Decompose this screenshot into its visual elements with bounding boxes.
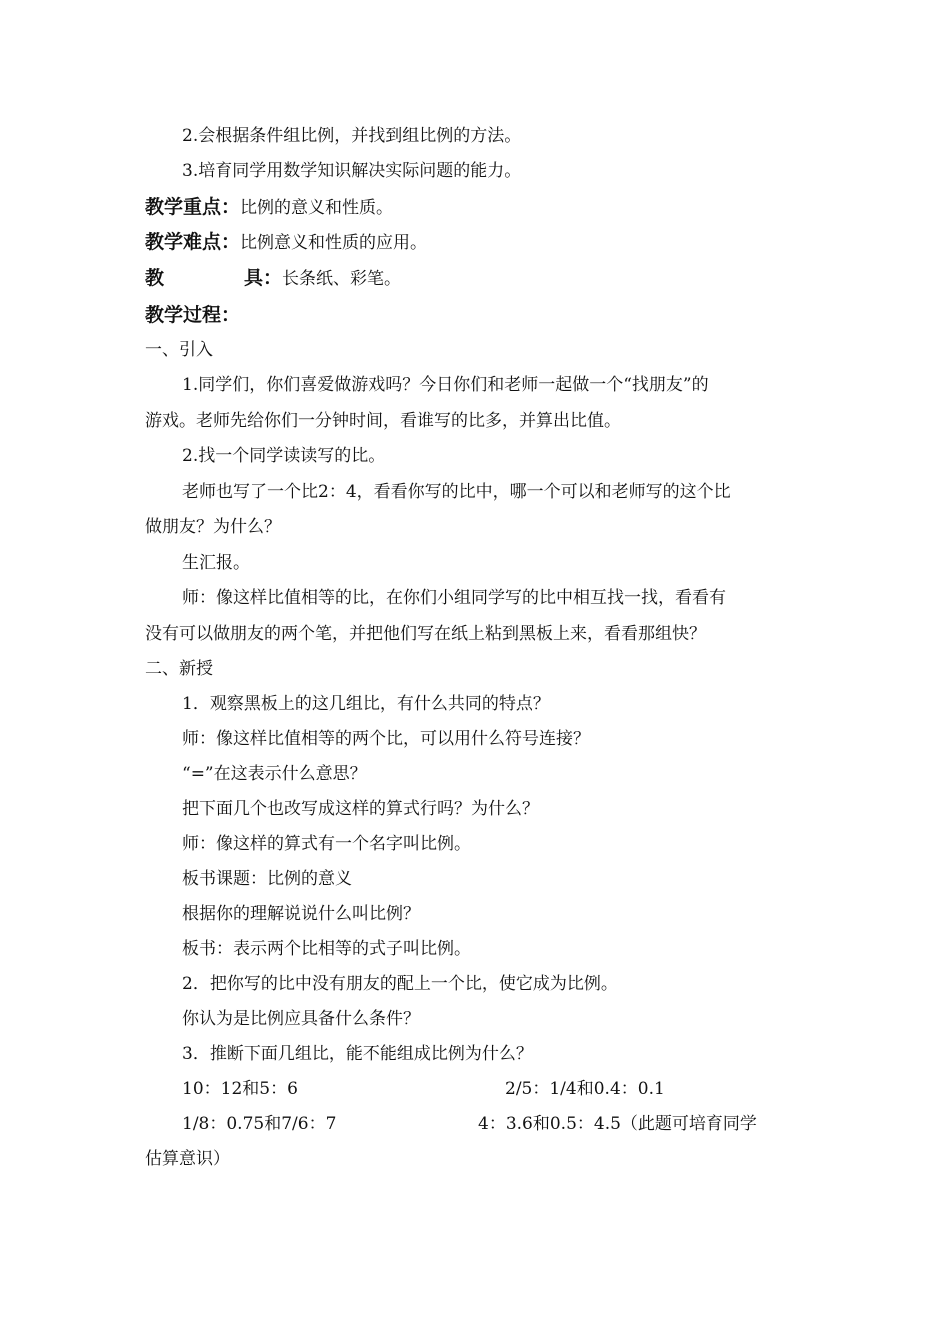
s1-p2: 2.找一个同学读读写的比。: [182, 446, 386, 466]
s1-p1-line1: 1.同学们，你们喜爱做游戏吗？今日你们和老师一起做一个“找朋友”的: [182, 375, 709, 395]
key-point-label: 教学重点：: [145, 196, 241, 218]
difficulty-label: 教学难点：: [145, 231, 241, 253]
s1-p3-line2: 做朋友？为什么？: [145, 517, 281, 537]
s1-p4: 生汇报。: [182, 553, 250, 573]
s2-l8: 板书：表示两个比相等的式子叫比例。: [182, 939, 471, 959]
s2-l5: 师：像这样的算式有一个名字叫比例。: [182, 834, 471, 854]
section2-heading: 二、新授: [145, 659, 213, 679]
tools-label-b: 具：: [244, 267, 283, 289]
key-point-text: 比例的意义和性质。: [240, 198, 394, 218]
tools-label-a: 教: [145, 267, 165, 289]
tools-rest: [244, 266, 401, 291]
ratio-pair-1b: 2/5：1/4和0.4：0.1: [505, 1079, 665, 1099]
s2-l4: 把下面几个也改写成这样的算式行吗？为什么？: [182, 799, 539, 819]
s2-l10: 你认为是比例应具备什么条件？: [182, 1009, 420, 1029]
ratio-pair-2a: 1/8：0.75和7/6：7: [182, 1114, 337, 1134]
ratio-pair-1a: 10：12和5：6: [182, 1079, 298, 1099]
key-point: [145, 195, 393, 220]
s1-p3-line1: 老师也写了一个比2：4，看看你写的比中，哪一个可以和老师写的这个比: [182, 482, 731, 502]
s2-l7: 根据你的理解说说什么叫比例？: [182, 904, 420, 924]
goal-2: 2.会根据条件组比例，并找到组比例的方法。: [182, 126, 522, 146]
s2-l2: 师：像这样比值相等的两个比，可以用什么符号连接？: [182, 729, 590, 749]
difficulty-text: 比例意义和性质的应用。: [240, 233, 428, 253]
tools-text: 长条纸、彩笔。: [282, 269, 402, 289]
s2-l9: 2．把你写的比中没有朋友的配上一个比，使它成为比例。: [182, 974, 618, 994]
s1-p5-line2: 没有可以做朋友的两个笔，并把他们写在纸上粘到黑板上来，看看那组快？: [145, 624, 706, 644]
tools: [145, 266, 164, 291]
ratio-pair-2b: 4：3.6和0.5：4.5（此题可培育同学: [478, 1114, 757, 1134]
section1-heading: 一、引入: [145, 340, 213, 360]
s1-p5-line1: 师：像这样比值相等的比，在你们小组同学写的比中相互找一找，看看有: [182, 588, 726, 608]
s2-l3: “=”在这表示什么意思？: [182, 764, 367, 784]
s2-l1: 1．观察黑板上的这几组比，有什么共同的特点？: [182, 694, 550, 714]
s1-p1-line2: 游戏。老师先给你们一分钟时间，看谁写的比多，并算出比值。: [145, 411, 621, 431]
ratio-pair-2b-cont: 估算意识）: [145, 1149, 230, 1169]
process-title: 教学过程：: [145, 304, 241, 326]
s2-l11: 3．推断下面几组比，能不能组成比例为什么？: [182, 1044, 533, 1064]
s2-l6: 板书课题：比例的意义: [182, 869, 352, 889]
goal-3: 3.培育同学用数学知识解决实际问题的能力。: [182, 161, 522, 181]
difficulty: [145, 230, 427, 255]
